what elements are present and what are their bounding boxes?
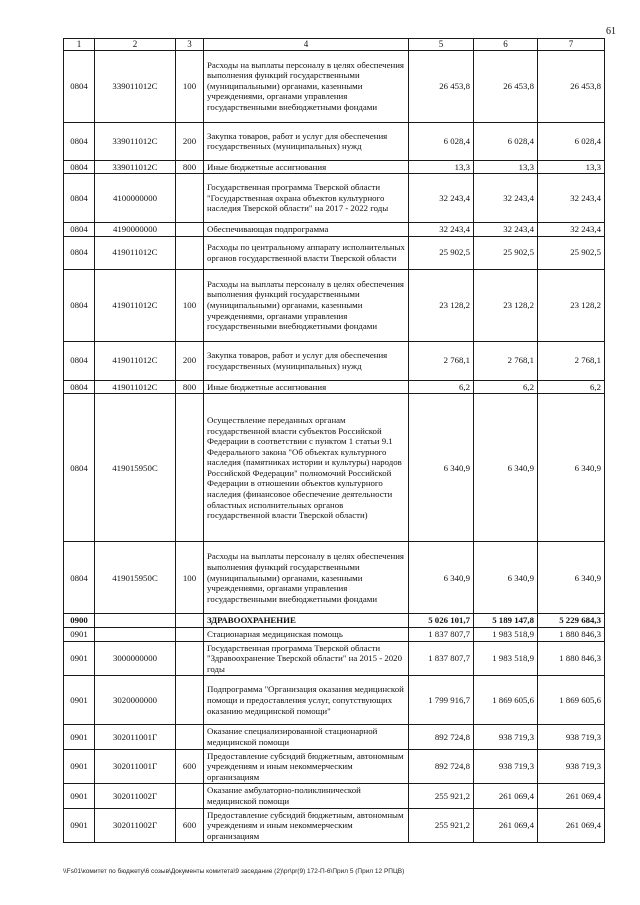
item-name-cell: Обеспечивающая подпрограмма: [204, 223, 409, 237]
amount-col6-cell: 261 069,4: [474, 784, 538, 808]
amount-col7-cell: 1 869 605,6: [538, 676, 605, 725]
expense-kind-cell: 600: [176, 808, 204, 843]
amount-col6-cell: 32 243,4: [474, 174, 538, 223]
page-number: 61: [606, 26, 616, 37]
target-article-cell: 419015950С: [95, 542, 176, 614]
target-article-cell: 302011002Г: [95, 784, 176, 808]
target-article-cell: 419011012С: [95, 380, 176, 394]
amount-col5-cell: 6 028,4: [409, 122, 474, 160]
amount-col5-cell: 6,2: [409, 380, 474, 394]
section-code-cell: 0804: [64, 50, 95, 122]
item-name-cell: Предоставление субсидий бюджетным, автономным учреждениям и иным некоммерческим организациям: [204, 749, 409, 784]
column-number: 5: [409, 39, 474, 51]
amount-col6-cell: 938 719,3: [474, 725, 538, 749]
amount-col5-cell: 255 921,2: [409, 784, 474, 808]
item-name-cell: Государственная программа Тверской области "Государственная охрана объектов культурного наследия Тверской области" на 2017 - 2022 годы: [204, 174, 409, 223]
amount-col7-cell: 23 128,2: [538, 269, 605, 341]
amount-col7-cell: 1 880 846,3: [538, 641, 605, 676]
amount-col7-cell: 938 719,3: [538, 725, 605, 749]
item-name-cell: Иные бюджетные ассигнования: [204, 380, 409, 394]
amount-col5-cell: 1 837 807,7: [409, 641, 474, 676]
item-name-cell: Осуществление переданных органам государственной власти субъектов Российской Федерации в соответствии с пунктом 1 статьи 9.1 Федерального закона "Об объектах культурного наследия (памятниках истории и культуры) народов Российской Федерации" полномочий Российской Федерации в отношении объектов культурного наследия (финансовое обеспечение деятельности областных исполнительных органов государственной власти Тверской области): [204, 394, 409, 542]
section-code-cell: 0901: [64, 749, 95, 784]
table-row: [64, 160, 605, 174]
amount-col6-cell: 6 028,4: [474, 122, 538, 160]
target-article-cell: 339011012С: [95, 50, 176, 122]
expense-kind-cell: 100: [176, 50, 204, 122]
budget-table: [63, 38, 605, 843]
column-number: 7: [538, 39, 605, 51]
expense-kind-cell: 600: [176, 749, 204, 784]
table-row: [64, 269, 605, 341]
target-article-cell: 419011012С: [95, 269, 176, 341]
amount-col7-cell: 261 069,4: [538, 808, 605, 843]
target-article-cell: 302011002Г: [95, 808, 176, 843]
amount-col5-cell: 892 724,8: [409, 725, 474, 749]
column-number: 4: [204, 39, 409, 51]
amount-col7-cell: 25 902,5: [538, 236, 605, 269]
file-path-footer: \\Fs01\комитет по бюджету\6 созыв\Документы комитета\9 заседание (2)\pr\pr(9) 172-П-6\Прил 5 (Прил 12 РПЦВ): [63, 868, 405, 875]
item-name-cell: Государственная программа Тверской области "Здравоохранение Тверской области" на 2015 - 2020 годы: [204, 641, 409, 676]
table-row: [64, 627, 605, 641]
expense-kind-cell: 800: [176, 380, 204, 394]
item-name-cell: Закупка товаров, работ и услуг для обеспечения государственных (муниципальных) нужд: [204, 341, 409, 380]
table-row: [64, 676, 605, 725]
amount-col5-cell: 892 724,8: [409, 749, 474, 784]
item-name-cell: Оказание специализированной стационарной медицинской помощи: [204, 725, 409, 749]
item-name-cell: Оказание амбулаторно-поликлинической медицинской помощи: [204, 784, 409, 808]
amount-col5-cell: 25 902,5: [409, 236, 474, 269]
amount-col7-cell: 938 719,3: [538, 749, 605, 784]
amount-col7-cell: 261 069,4: [538, 784, 605, 808]
amount-col7-cell: 5 229 684,3: [538, 614, 605, 628]
section-code-cell: 0901: [64, 725, 95, 749]
amount-col6-cell: 1 983 518,9: [474, 641, 538, 676]
item-name-cell: Расходы на выплаты персоналу в целях обеспечения выполнения функций государственными (муниципальными) органами, казенными учреждениями, органами управления государственными внебюджетными фондами: [204, 269, 409, 341]
amount-col5-cell: 13,3: [409, 160, 474, 174]
target-article-cell: 3000000000: [95, 641, 176, 676]
amount-col5-cell: 1 799 916,7: [409, 676, 474, 725]
expense-kind-cell: [176, 641, 204, 676]
expense-kind-cell: [176, 174, 204, 223]
section-code-cell: 0901: [64, 676, 95, 725]
expense-kind-cell: [176, 223, 204, 237]
expense-kind-cell: 200: [176, 122, 204, 160]
amount-col6-cell: 938 719,3: [474, 749, 538, 784]
amount-col5-cell: 32 243,4: [409, 174, 474, 223]
amount-col7-cell: 6 340,9: [538, 394, 605, 542]
section-code-cell: 0804: [64, 174, 95, 223]
expense-kind-cell: [176, 614, 204, 628]
expense-kind-cell: 800: [176, 160, 204, 174]
expense-kind-cell: 100: [176, 269, 204, 341]
section-code-cell: 0804: [64, 542, 95, 614]
table-row: [64, 641, 605, 676]
amount-col5-cell: 23 128,2: [409, 269, 474, 341]
amount-col6-cell: 6 340,9: [474, 394, 538, 542]
target-article-cell: 419015950С: [95, 394, 176, 542]
item-name-cell: Иные бюджетные ассигнования: [204, 160, 409, 174]
amount-col6-cell: 13,3: [474, 160, 538, 174]
amount-col5-cell: 6 340,9: [409, 394, 474, 542]
amount-col5-cell: 26 453,8: [409, 50, 474, 122]
item-name-cell: Предоставление субсидий бюджетным, автономным учреждениям и иным некоммерческим организациям: [204, 808, 409, 843]
table-row: [64, 341, 605, 380]
amount-col6-cell: 6 340,9: [474, 542, 538, 614]
section-code-cell: 0804: [64, 380, 95, 394]
amount-col5-cell: 6 340,9: [409, 542, 474, 614]
column-number: 2: [95, 39, 176, 51]
section-code-cell: 0804: [64, 394, 95, 542]
section-code-cell: 0901: [64, 808, 95, 843]
section-code-cell: 0901: [64, 641, 95, 676]
table-row: [64, 236, 605, 269]
amount-col7-cell: 1 880 846,3: [538, 627, 605, 641]
amount-col5-cell: 5 026 101,7: [409, 614, 474, 628]
amount-col6-cell: 5 189 147,8: [474, 614, 538, 628]
target-article-cell: [95, 614, 176, 628]
amount-col5-cell: 32 243,4: [409, 223, 474, 237]
expense-kind-cell: [176, 725, 204, 749]
amount-col6-cell: 23 128,2: [474, 269, 538, 341]
table-row: [64, 394, 605, 542]
table-row: [64, 784, 605, 808]
column-number-row: [64, 39, 605, 51]
section-code-cell: 0901: [64, 784, 95, 808]
target-article-cell: 419011012С: [95, 236, 176, 269]
item-name-cell: Подпрограмма "Организация оказания медицинской помощи и предоставления услуг, сопутствующих оказанию медицинской помощи": [204, 676, 409, 725]
table-row: [64, 808, 605, 843]
section-code-cell: 0900: [64, 614, 95, 628]
item-name-cell: Закупка товаров, работ и услуг для обеспечения государственных (муниципальных) нужд: [204, 122, 409, 160]
table-row: [64, 174, 605, 223]
amount-col7-cell: 32 243,4: [538, 174, 605, 223]
expense-kind-cell: [176, 236, 204, 269]
item-name-cell: Стационарная медицинская помощь: [204, 627, 409, 641]
amount-col6-cell: 1 869 605,6: [474, 676, 538, 725]
amount-col6-cell: 26 453,8: [474, 50, 538, 122]
amount-col6-cell: 1 983 518,9: [474, 627, 538, 641]
table-row: [64, 122, 605, 160]
expense-kind-cell: [176, 627, 204, 641]
section-code-cell: 0804: [64, 223, 95, 237]
expense-kind-cell: [176, 784, 204, 808]
amount-col7-cell: 6 340,9: [538, 542, 605, 614]
target-article-cell: [95, 627, 176, 641]
amount-col7-cell: 2 768,1: [538, 341, 605, 380]
amount-col5-cell: 255 921,2: [409, 808, 474, 843]
target-article-cell: 4100000000: [95, 174, 176, 223]
item-name-cell: Расходы по центральному аппарату исполнительных органов государственной власти Тверской области: [204, 236, 409, 269]
amount-col6-cell: 2 768,1: [474, 341, 538, 380]
expense-kind-cell: [176, 394, 204, 542]
section-code-cell: 0804: [64, 122, 95, 160]
target-article-cell: 3020000000: [95, 676, 176, 725]
target-article-cell: 419011012С: [95, 341, 176, 380]
item-name-cell: ЗДРАВООХРАНЕНИЕ: [204, 614, 409, 628]
section-code-cell: 0804: [64, 341, 95, 380]
column-number: 3: [176, 39, 204, 51]
table-row: [64, 725, 605, 749]
table-row: [64, 542, 605, 614]
amount-col5-cell: 1 837 807,7: [409, 627, 474, 641]
amount-col5-cell: 2 768,1: [409, 341, 474, 380]
table-row: [64, 223, 605, 237]
expense-kind-cell: [176, 676, 204, 725]
amount-col7-cell: 6,2: [538, 380, 605, 394]
target-article-cell: 339011012С: [95, 122, 176, 160]
table-row: [64, 749, 605, 784]
table-row: [64, 614, 605, 628]
amount-col6-cell: 25 902,5: [474, 236, 538, 269]
amount-col7-cell: 6 028,4: [538, 122, 605, 160]
target-article-cell: 339011012С: [95, 160, 176, 174]
column-number: 1: [64, 39, 95, 51]
section-code-cell: 0804: [64, 269, 95, 341]
amount-col6-cell: 32 243,4: [474, 223, 538, 237]
amount-col7-cell: 32 243,4: [538, 223, 605, 237]
expense-kind-cell: 100: [176, 542, 204, 614]
section-code-cell: 0804: [64, 236, 95, 269]
table-row: [64, 50, 605, 122]
target-article-cell: 4190000000: [95, 223, 176, 237]
column-number: 6: [474, 39, 538, 51]
target-article-cell: 302011001Г: [95, 725, 176, 749]
amount-col7-cell: 26 453,8: [538, 50, 605, 122]
amount-col6-cell: 6,2: [474, 380, 538, 394]
amount-col6-cell: 261 069,4: [474, 808, 538, 843]
section-code-cell: 0804: [64, 160, 95, 174]
section-code-cell: 0901: [64, 627, 95, 641]
target-article-cell: 302011001Г: [95, 749, 176, 784]
item-name-cell: Расходы на выплаты персоналу в целях обеспечения выполнения функций государственными (муниципальными) органами, казенными учреждениями, органами управления государственными внебюджетными фондами: [204, 50, 409, 122]
table-row: [64, 380, 605, 394]
amount-col7-cell: 13,3: [538, 160, 605, 174]
item-name-cell: Расходы на выплаты персоналу в целях обеспечения выполнения функций государственными (муниципальными) органами, казенными учреждениями, органами управления государственными внебюджетными фондами: [204, 542, 409, 614]
expense-kind-cell: 200: [176, 341, 204, 380]
